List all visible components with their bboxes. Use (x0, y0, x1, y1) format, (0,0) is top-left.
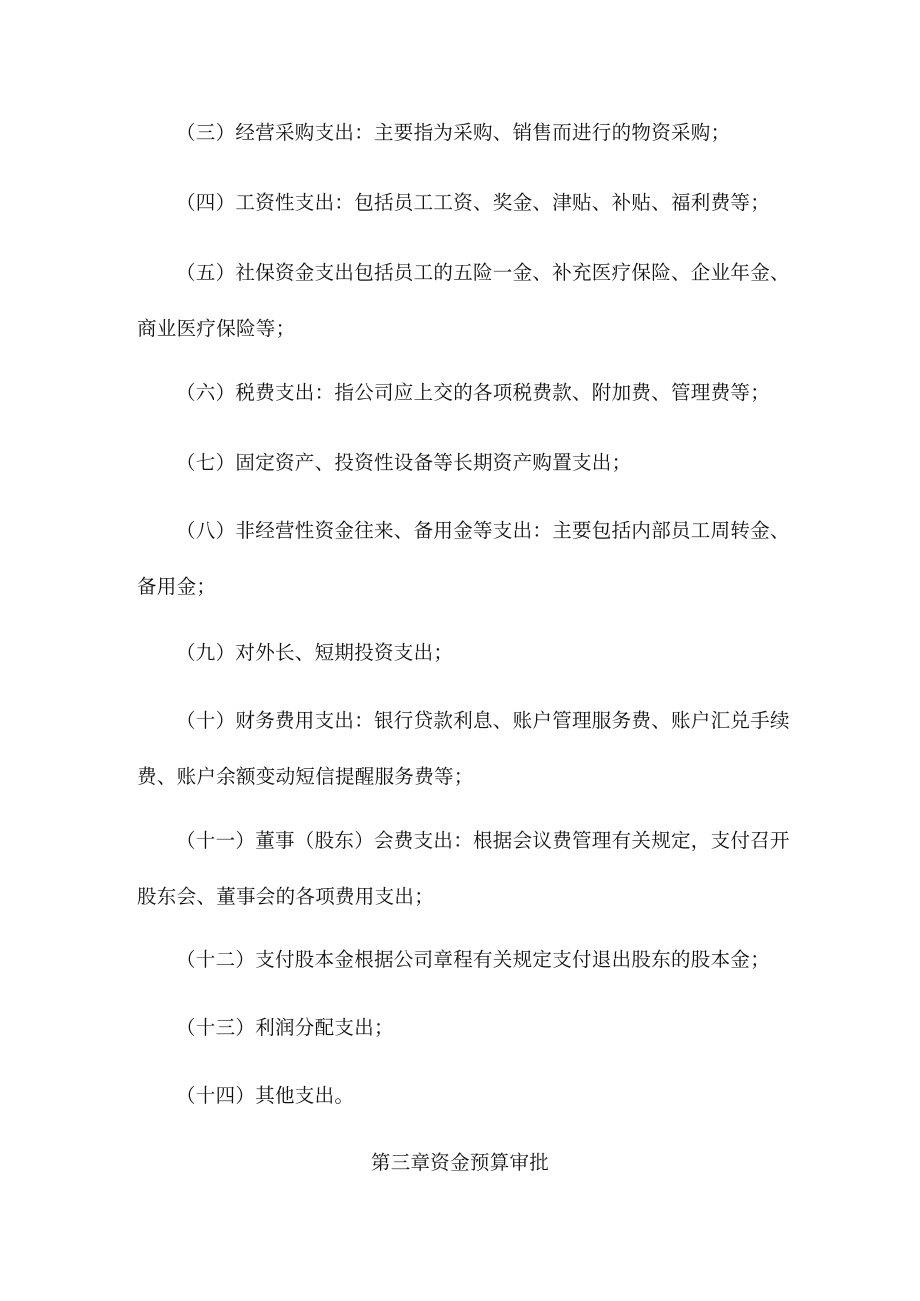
paragraph-item-7 (137, 435, 797, 491)
paragraph-item-6 (137, 365, 797, 421)
paragraph-line: （三）经营采购支出：主要指为采购、销售而进行的物资采购； (176, 121, 731, 144)
paragraph-line: （十）财务费用支出：银行贷款利息、账户管理服务费、账户汇兑手续 (176, 709, 790, 732)
paragraph-line: （十二）支付股本金根据公司章程有关规定支付退出股东的股本金； (176, 948, 771, 971)
paragraph-line: （六）税费支出：指公司应上交的各项税费款、附加费、管理费等； (176, 381, 771, 404)
paragraph-item-14 (137, 1068, 797, 1124)
paragraph-item-5 (137, 245, 797, 357)
paragraph-item-11 (137, 813, 797, 925)
paragraph-line: （七）固定资产、投资性设备等长期资产购置支出； (176, 451, 632, 474)
paragraph-line: （四）工资性支出：包括员工工资、奖金、津贴、补贴、福利费等； (176, 191, 771, 214)
paragraph-line: （十一）董事（股东）会费支出：根据会议费管理有关规定，支付召开 (176, 829, 790, 852)
chapter-heading: 第三章资金预算审批 (370, 1151, 550, 1174)
paragraph-item-4 (137, 175, 797, 231)
paragraph-item-10 (137, 693, 797, 805)
paragraph-item-8 (137, 503, 797, 615)
paragraph-line: （五）社保资金支出包括员工的五险一金、补充医疗保险、企业年金、 (176, 261, 790, 284)
paragraph-line: （九）对外长、短期投资支出； (176, 641, 454, 664)
paragraph-item-13 (137, 1000, 797, 1056)
paragraph-line-continued: 费、账户余额变动短信提醒服务费等； (137, 765, 474, 788)
paragraph-item-12 (137, 932, 797, 988)
paragraph-item-3 (137, 105, 797, 161)
paragraph-line: （十四）其他支出。 (176, 1084, 355, 1107)
paragraph-line-continued: 备用金； (137, 575, 217, 598)
paragraph-line-continued: 商业医疗保险等； (137, 317, 296, 340)
paragraph-item-9 (137, 625, 797, 681)
paragraph-line: （十三）利润分配支出； (176, 1016, 394, 1039)
paragraph-line-continued: 股东会、董事会的各项费用支出； (137, 885, 435, 908)
paragraph-line: （八）非经营性资金往来、备用金等支出：主要包括内部员工周转金、 (176, 519, 790, 542)
